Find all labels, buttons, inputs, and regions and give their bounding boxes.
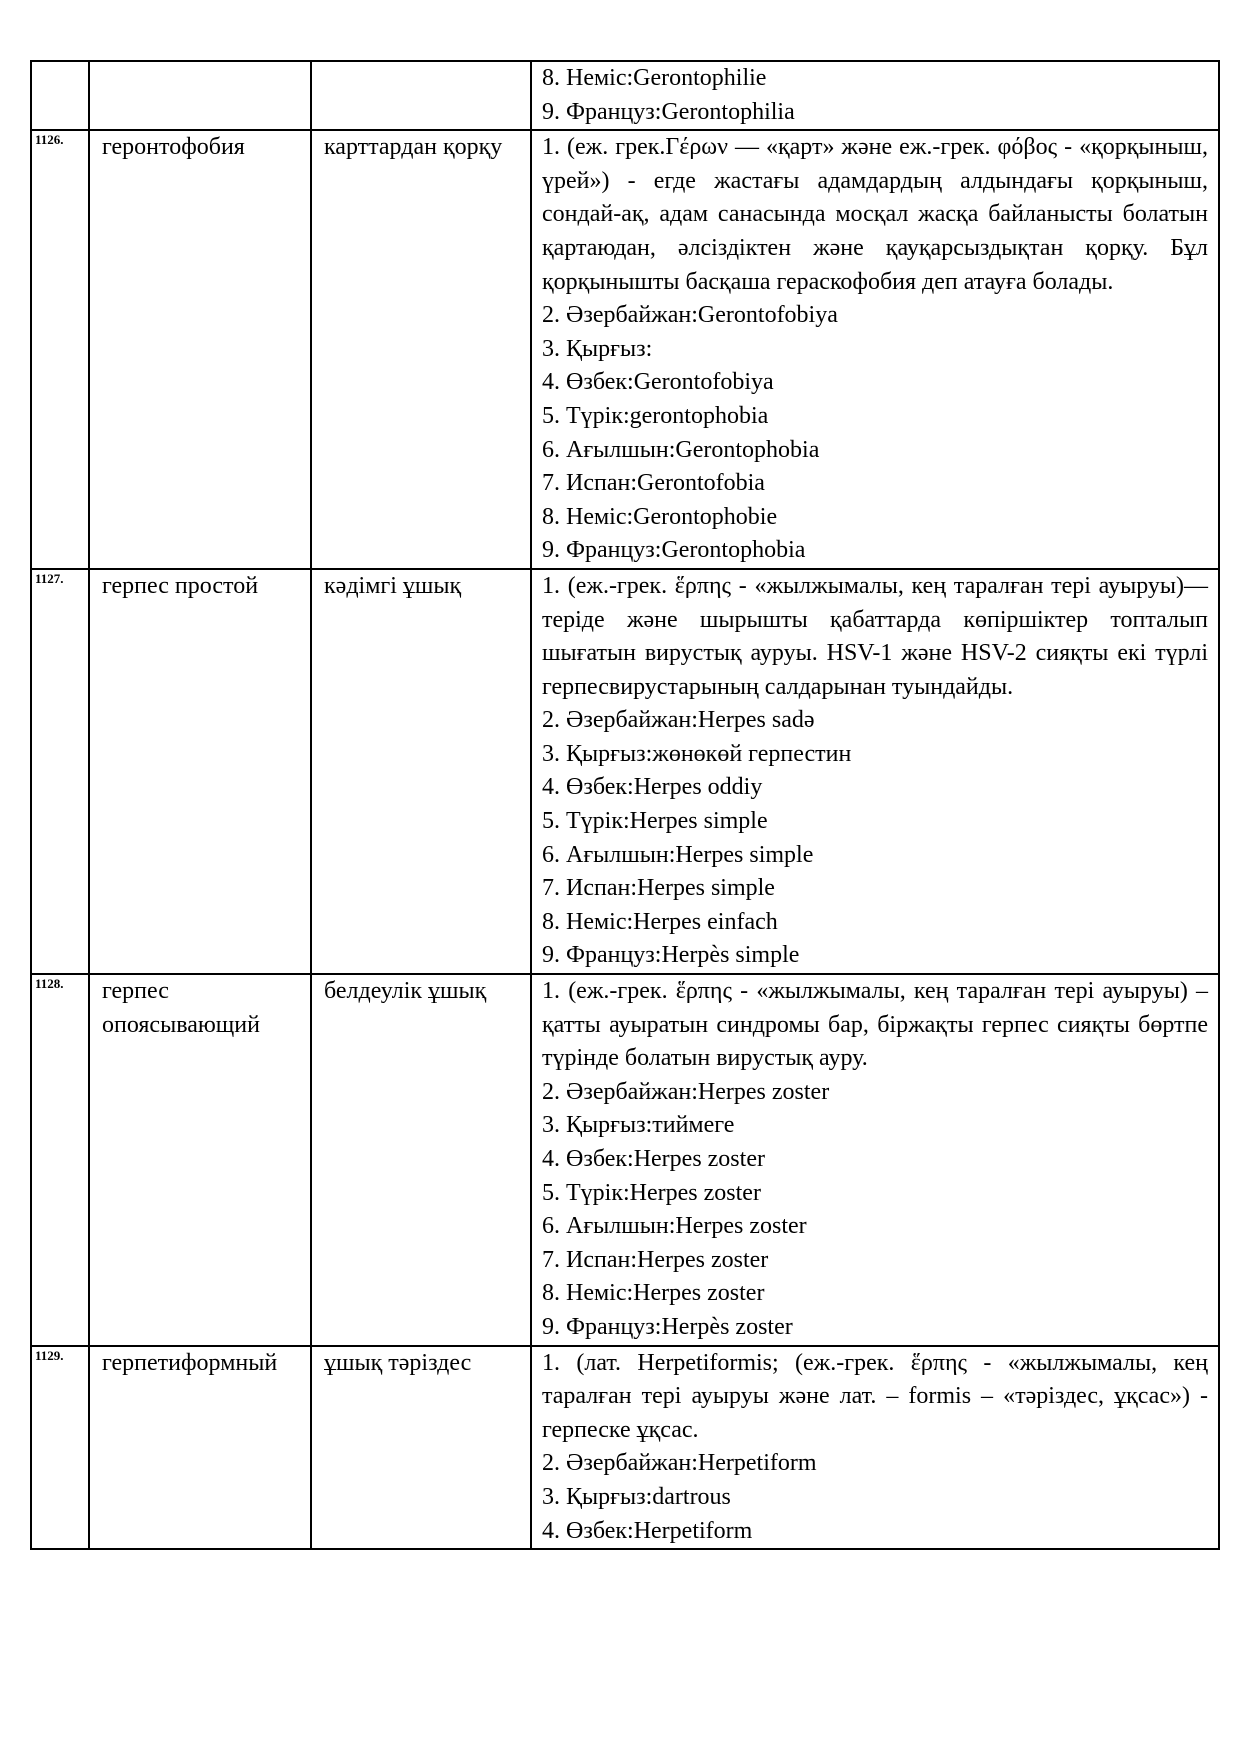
- translation-line: 4. Өзбек:Herpes zoster: [542, 1146, 765, 1172]
- table-row: [31, 61, 1219, 130]
- entry-number: 1127.: [31, 569, 89, 974]
- entry-number: 1129.: [31, 1346, 89, 1550]
- russian-term: герпетиформный: [89, 1346, 311, 1550]
- table-row: [31, 974, 1219, 1346]
- translation-line: 3. Қырғыз:dartrous: [542, 1483, 731, 1510]
- translation-line: 4. Өзбек:Herpes oddiy: [542, 774, 763, 801]
- translation-line: 5. Түрік:Herpes zoster: [542, 1179, 761, 1206]
- russian-term: [89, 61, 311, 130]
- translation-line: 7. Испан:Gerontofobia: [542, 470, 765, 497]
- translation-line: 8. Неміс:Herpes einfach: [542, 908, 778, 935]
- translation-line: 8. Неміс:Herpes zoster: [542, 1280, 765, 1307]
- translation-list: [542, 1076, 1208, 1345]
- dictionary-rows: [31, 61, 1219, 1549]
- entry-number: 1126.: [31, 130, 89, 569]
- definition-cell: [531, 130, 1219, 569]
- dictionary-table: [30, 60, 1220, 1550]
- translation-line: 3. Қырғыз:: [542, 335, 653, 362]
- definition-cell: [531, 569, 1219, 974]
- translation-list: [542, 62, 1208, 129]
- russian-term: герпес опоясывающий: [89, 974, 311, 1346]
- kazakh-term: белдеулік ұшық: [311, 974, 531, 1346]
- translation-line: 2. Әзербайжан:Herpes sadə: [542, 707, 815, 734]
- translation-line: 7. Испан:Herpes simple: [542, 875, 775, 902]
- russian-term: герпес простой: [89, 569, 311, 974]
- translation-line: 4. Өзбек:Herpetiform: [542, 1517, 753, 1544]
- translation-line: 2. Әзербайжан:Herpes zoster: [542, 1078, 830, 1105]
- definition-text: 1. (еж.-грек. ἕρπης - «жылжымалы, кең таралған тері ауыруы)— теріде және шырышты қабаттарда көпіршіктер топталып шығатын вирустық ауруы. HSV-1 және HSV-2 сияқты екі түрлі герпесвирустарының салдарынан туындайды.: [542, 572, 1208, 700]
- translation-list: [542, 1447, 1208, 1548]
- translation-line: 3. Қырғыз:тиймеге: [542, 1112, 735, 1139]
- definition-cell: [531, 1346, 1219, 1550]
- translation-line: 7. Испан:Herpes zoster: [542, 1246, 769, 1273]
- kazakh-term: кәдімгі ұшық: [311, 569, 531, 974]
- translation-line: 4. Өзбек:Gerontofobiya: [542, 369, 774, 396]
- translation-line: 8. Неміс:Gerontophilie: [542, 65, 767, 91]
- translation-line: 6. Ағылшын:Herpes simple: [542, 841, 814, 868]
- translation-list: [542, 704, 1208, 973]
- table-row: [31, 1346, 1219, 1550]
- entry-number: [31, 61, 89, 130]
- translation-line: 9. Француз:Herpès zoster: [542, 1313, 793, 1340]
- translation-line: 9. Француз:Gerontophobia: [542, 537, 806, 564]
- translation-line: 2. Әзербайжан:Herpetiform: [542, 1450, 817, 1477]
- translation-line: 2. Әзербайжан:Gerontofobiya: [542, 302, 838, 329]
- definition-text: 1. (еж.-грек. ἕρπης - «жылжымалы, кең таралған тері ауыруы) – қатты ауыратын синдромы бар, біржақты герпес сияқты бөртпе түрінде болатын вирустық ауру.: [542, 978, 1208, 1072]
- translation-line: 5. Түрік:gerontophobia: [542, 402, 769, 429]
- translation-line: 9. Француз:Gerontophilia: [542, 98, 795, 125]
- translation-line: 6. Ағылшын:Gerontophobia: [542, 436, 820, 463]
- definition-text: 1. (еж. грек.Γέρων — «қарт» және еж.-грек. φόβος - «қорқыныш, үрей») - егде жастағы адамдардың алдындағы қорқыныш, сондай-ақ, адам санасында мосқал жасқа байланысты болатын қартаюдан, әлсіздіктен және қауқарсыздықтан қорқу. Бұл қорқынышты басқаша гераскофобия деп атауға болады.: [542, 134, 1208, 295]
- dictionary-page: [30, 60, 1218, 1550]
- russian-term: геронтофобия: [89, 130, 311, 569]
- translation-line: 8. Неміс:Gerontophobie: [542, 503, 778, 530]
- kazakh-term: [311, 61, 531, 130]
- translation-line: 5. Түрік:Herpes simple: [542, 808, 768, 835]
- table-row: [31, 569, 1219, 974]
- definition-cell: [531, 974, 1219, 1346]
- translation-list: [542, 299, 1208, 568]
- kazakh-term: карттардан қорқу: [311, 130, 531, 569]
- entry-number: 1128.: [31, 974, 89, 1346]
- table-row: [31, 130, 1219, 569]
- kazakh-term: ұшық тәріздес: [311, 1346, 531, 1550]
- definition-text: 1. (лат. Herpetiformis; (еж.-грек. ἕρπης - «жылжымалы, кең таралған тері ауыруы және лат. – formis – «тәріздес, ұқсас») - герпеске ұқсас.: [542, 1349, 1208, 1443]
- definition-cell: [531, 61, 1219, 130]
- translation-line: 6. Ағылшын:Herpes zoster: [542, 1213, 807, 1240]
- translation-line: 9. Француз:Herpès simple: [542, 942, 800, 969]
- translation-line: 3. Қырғыз:жөнөкөй герпестин: [542, 740, 852, 767]
